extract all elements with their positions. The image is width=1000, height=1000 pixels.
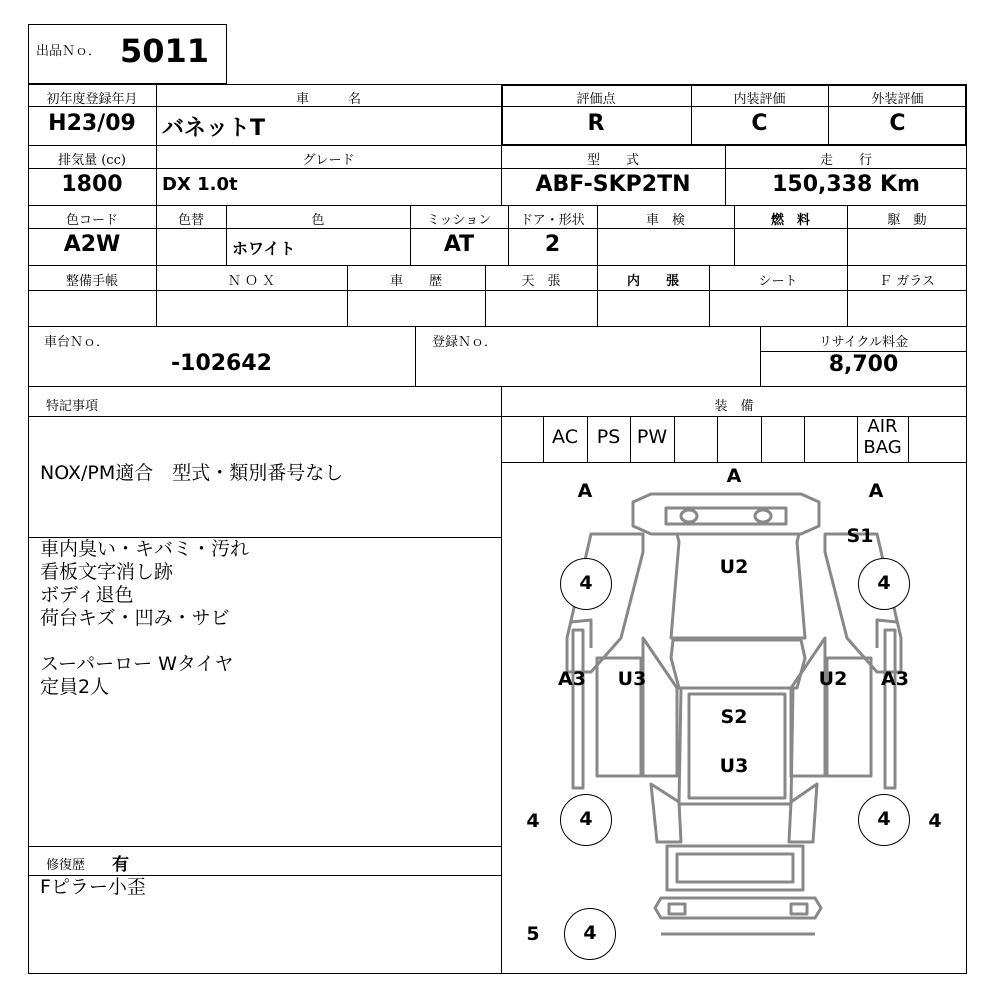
mark-spare-label: 5 [526, 923, 540, 945]
recycle-label: リサイクル料金 [818, 335, 909, 350]
door-label: ドア・形状 [520, 213, 585, 228]
mark-bed-upper: S2 [720, 706, 748, 728]
equip-pw: PW [636, 426, 668, 448]
lot-label: 出品Ｎｏ． [36, 44, 102, 59]
score-label: 評価点 [576, 92, 616, 107]
mark-bed-lower: U3 [719, 755, 749, 777]
notes-block-2: 車内臭い・キバミ・汚れ 看板文字消し跡 ボディ退色 荷台キズ・凹み・サビ スーパーロー Wタイヤ 定員2人 [40, 538, 250, 698]
recycle-value: 8,700 [828, 352, 899, 377]
tire-front-right: 4 [858, 558, 910, 610]
mark-left-cab: U3 [617, 668, 647, 690]
colorcode-value: A2W [63, 232, 121, 257]
inner-label: 内 張 [626, 274, 679, 289]
equipment-label: 装 備 [714, 399, 754, 414]
grade-label: グレード [302, 153, 355, 168]
exterior-value: C [889, 111, 906, 136]
manual-label: 整備手帳 [65, 274, 118, 289]
model-label: 型 式 [586, 153, 639, 168]
mark-front-bumper: A [726, 465, 742, 487]
color-value: ホワイト [232, 239, 296, 258]
colorcode-label: 色コード [65, 213, 118, 228]
mark-left-door: A3 [558, 668, 586, 690]
equip-airbag: AIR BAG [863, 416, 902, 458]
fuel-label: 燃 料 [770, 213, 810, 228]
repair-detail: Fピラー小歪 [40, 876, 146, 898]
displacement-value: 1800 [61, 172, 123, 197]
notes-block-1: NOX/PM適合 型式・類別番号なし [40, 462, 344, 484]
year-value: H23/09 [48, 111, 136, 136]
color-label: 色 [311, 213, 325, 228]
mark-right-cab: U2 [818, 668, 848, 690]
reg-label: 登録Ｎｏ． [432, 335, 498, 350]
seat-label: シート [758, 274, 798, 289]
exterior-label: 外装評価 [871, 92, 924, 107]
mark-front-right: A [868, 480, 884, 502]
lot-number: 5011 [120, 32, 210, 70]
name-value: バネットT [162, 116, 266, 141]
history-label: 車 歴 [389, 274, 442, 289]
mission-value: AT [443, 232, 475, 257]
mark-rear-right-outer: 4 [928, 810, 942, 832]
repair-label: 修復歴 [46, 858, 86, 873]
interior-label: 内装評価 [733, 92, 786, 107]
year-label: 初年度登録年月 [46, 92, 138, 107]
tire-front-left: 4 [560, 558, 612, 610]
mark-front-left: A [577, 480, 593, 502]
score-value: R [587, 111, 605, 136]
door-value: 2 [544, 232, 561, 257]
drive-label: 駆 動 [887, 213, 927, 228]
mission-label: ミッション [426, 213, 492, 228]
repair-value: 有 [112, 855, 129, 875]
ceiling-label: 天 張 [521, 274, 561, 289]
chassis-value: -102642 [171, 351, 272, 376]
notes-label: 特記事項 [46, 399, 99, 414]
fglass-label: Ｆ ガラス [879, 274, 935, 289]
interior-value: C [751, 111, 768, 136]
tire-spare: 4 [564, 908, 616, 960]
mileage-value: 150,338 Km [772, 172, 920, 197]
name-label: 車 名 [295, 92, 361, 107]
equip-ac: AC [552, 426, 578, 448]
repaint-label: 色替 [177, 213, 204, 228]
displacement-label: 排気量 (cc) [58, 153, 126, 168]
mark-right-pillar: S1 [846, 525, 874, 547]
mark-windshield: U2 [719, 556, 749, 578]
chassis-label: 車台Ｎｏ． [44, 335, 110, 350]
equip-ps: PS [596, 426, 621, 448]
mark-right-door: A3 [881, 668, 909, 690]
mileage-label: 走 行 [819, 153, 872, 168]
tire-rear-right: 4 [858, 794, 910, 846]
grade-value: DX 1.0t [162, 174, 238, 195]
inspection-label: 車 検 [645, 213, 685, 228]
mark-rear-left-outer: 4 [526, 810, 540, 832]
model-value: ABF-SKP2TN [535, 172, 691, 197]
tire-rear-left: 4 [560, 794, 612, 846]
nox-label: Ｎ Ｏ Ｘ [227, 274, 276, 289]
